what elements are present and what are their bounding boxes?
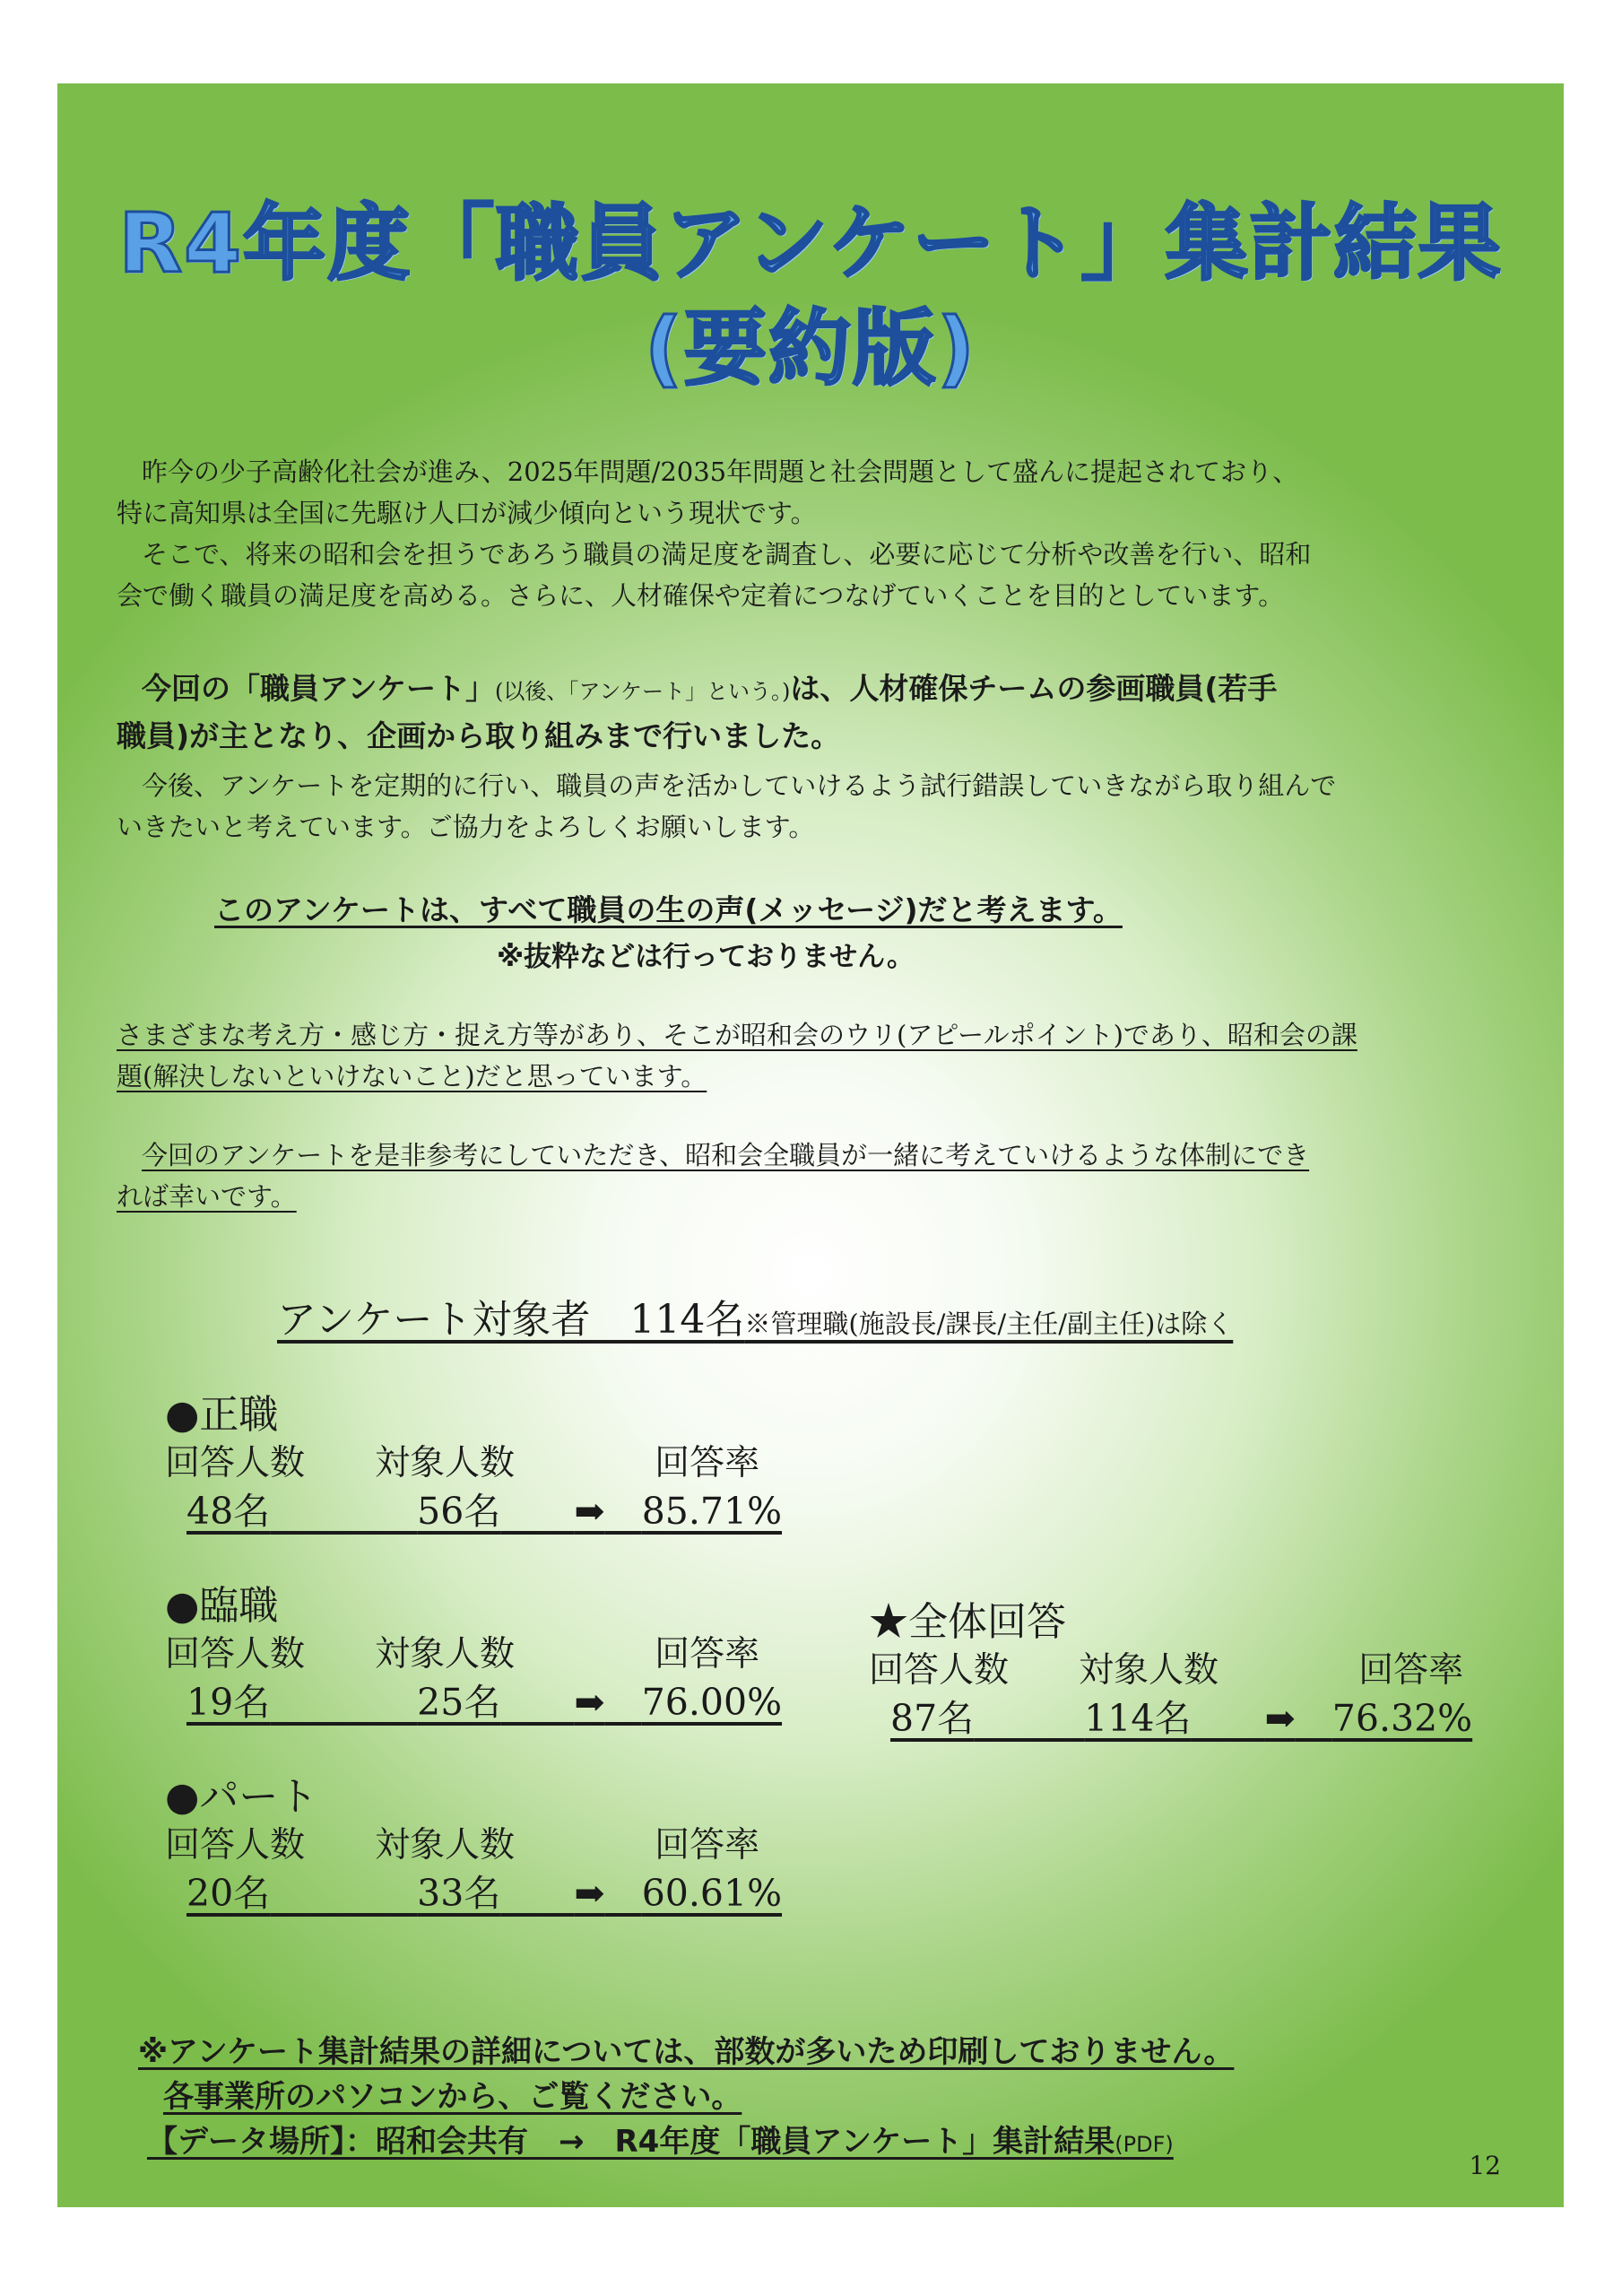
page-subtitle: (要約版) <box>644 300 977 396</box>
future-line: いきたいと考えています。ご協力をよろしくお願いします。 <box>117 812 815 842</box>
group-columns: 回答人数 対象人数 回答率 <box>165 1443 760 1483</box>
future-line: 今後、アンケートを定期的に行い、職員の声を活かしていけるよう試行錯誤していきながら取り組んで <box>142 770 1337 801</box>
arrow-icon: ➡ <box>574 1681 605 1724</box>
team-text: 今回の「職員アンケート」 <box>142 671 496 706</box>
footer-notes <box>138 2030 1234 2167</box>
group-name: ●パート <box>165 1774 318 1820</box>
hope-line: れば幸いです。 <box>117 1181 297 1212</box>
data-location: 【データ場所】：昭和会共有 → R4年度「職員アンケート」集計結果(PDF) <box>147 2124 1174 2160</box>
future-paragraph <box>117 765 1515 848</box>
hope-paragraph <box>117 1135 1515 1217</box>
ways-line: さまざまな考え方・感じ方・捉え方等があり、そこが昭和会のウリ(アピールポイント)であり、昭和会の課 <box>117 1020 1357 1050</box>
group-values: 19名 25名 ➡ 76.00% <box>186 1681 783 1724</box>
intro-line: 特に高知県は全国に先駆け人口が減少傾向という現状です。 <box>117 498 817 528</box>
arrow-icon: ➡ <box>574 1490 605 1533</box>
group-name: ●臨職 <box>165 1583 279 1629</box>
group-values: 20名 33名 ➡ 60.61% <box>186 1872 783 1915</box>
ways-paragraph <box>117 1014 1515 1097</box>
team-text: 職員)が主となり、企画から取り組みまで行いました。 <box>117 718 841 753</box>
intro-line: そこで、将来の昭和会を担うであろう職員の満足度を調査し、必要に応じて分析や改善を行い、昭和 <box>142 539 1312 570</box>
group-total <box>869 1597 1472 1743</box>
page-panel <box>57 83 1564 2207</box>
group-columns: 回答人数 対象人数 回答率 <box>869 1650 1464 1691</box>
group-rinshoku <box>165 1581 782 1726</box>
arrow-icon: ➡ <box>574 1872 605 1915</box>
group-values: 48名 56名 ➡ 85.71% <box>186 1490 783 1533</box>
target-count <box>277 1287 1233 1344</box>
message-sub: ※抜粋などは行っておりません。 <box>497 941 915 973</box>
ways-line: 題(解決しないといけないこと)だと思っています。 <box>117 1061 707 1091</box>
arrow-icon: ➡ <box>1264 1697 1296 1740</box>
team-note: (以後、「アンケート」という。) <box>495 679 791 704</box>
team-paragraph <box>117 666 1515 759</box>
target-note: ※管理職(施設長/課長/主任/副主任)は除く <box>744 1309 1234 1339</box>
team-text: は、人材確保チームの参画職員(若手 <box>790 671 1278 706</box>
group-columns: 回答人数 対象人数 回答率 <box>165 1634 760 1674</box>
intro-line: 会で働く職員の満足度を高める。さらに、人材確保や定着につなげていくことを目的としています。 <box>117 580 1285 611</box>
page-title: R4年度「職員アンケート」集計結果 <box>118 196 1503 291</box>
footer-line: ※アンケート集計結果の詳細については、部数が多いため印刷しておりません。 <box>138 2034 1235 2070</box>
group-name: ★全体回答 <box>869 1599 1066 1645</box>
group-values: 87名 114名 ➡ 76.32% <box>890 1697 1473 1740</box>
target-label: アンケート対象者 114名 <box>277 1297 745 1343</box>
group-columns: 回答人数 対象人数 回答率 <box>165 1825 760 1866</box>
intro-line: 昨今の少子高齢化社会が進み、2025年問題/2035年問題と社会問題として盛んに提起されており、 <box>142 457 1299 487</box>
hope-line: 今回のアンケートを是非参考にしていただき、昭和会全職員が一緒に考えていけるような体制にでき <box>142 1140 1310 1170</box>
message-main: このアンケートは、すべて職員の生の声(メッセージ)だと考えます。 <box>214 892 1123 927</box>
page-number: 12 <box>1469 2151 1501 2180</box>
group-seishoku <box>165 1390 782 1535</box>
footer-line: 各事業所のパソコンから、ご覧ください。 <box>163 2079 742 2115</box>
group-name: ●正職 <box>165 1392 279 1438</box>
intro-paragraph <box>117 451 1515 616</box>
group-part <box>165 1772 782 1918</box>
